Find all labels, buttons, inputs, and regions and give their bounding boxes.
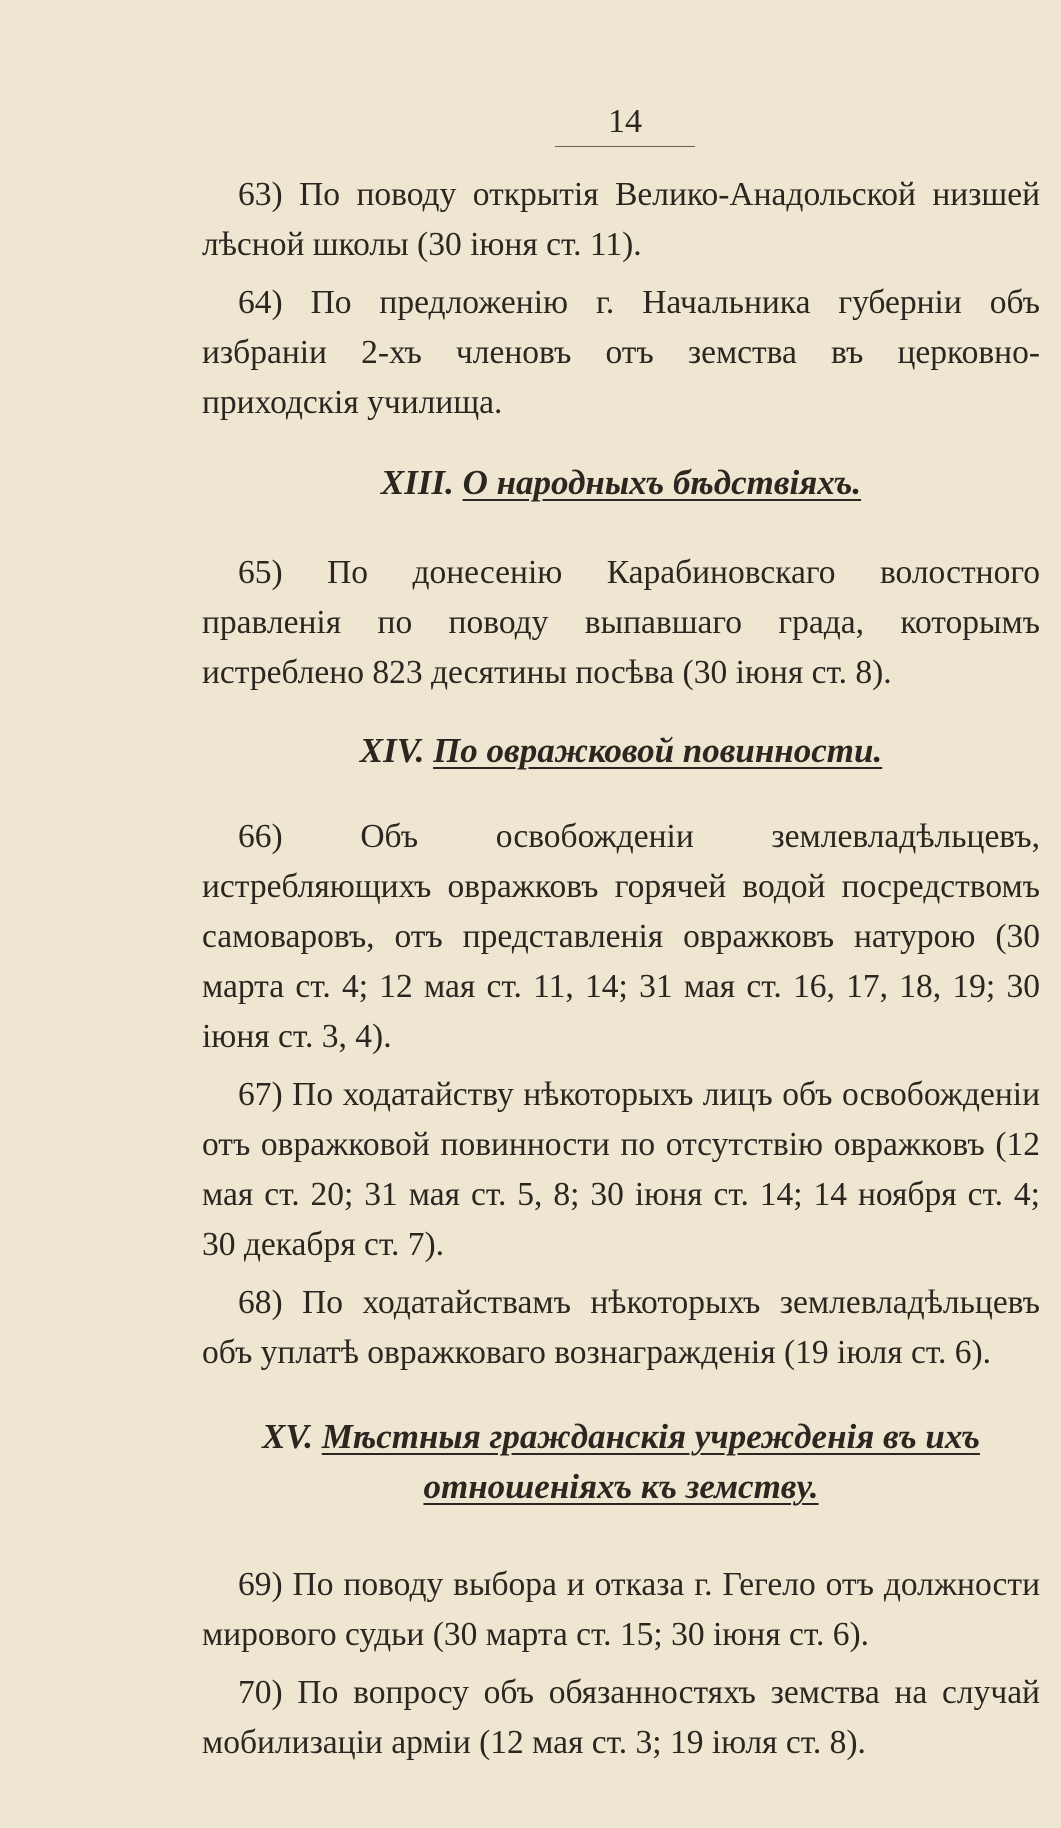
section-title: По овражковой повинности. <box>433 731 883 770</box>
item-67: 67) По ходатайству нѣкоторыхъ лицъ объ освобожденіи отъ овражковой повинности по отсутствію овражковъ (12 мая ст. 20; 31 мая ст. 5, 8; 30 іюня ст. 14; 14 ноября ст. 4; 30 декабря ст. 7). <box>202 1076 1040 1263</box>
section-heading-xiv <box>202 726 1040 776</box>
header-rule <box>555 146 695 147</box>
page-number: 14 <box>608 103 642 140</box>
item-69: 69) По поводу выбора и отказа г. Гегело отъ должности мирового судьи (30 марта ст. 15; 30 іюня ст. 6). <box>202 1566 1040 1653</box>
section-heading-xiii <box>202 458 1040 508</box>
item-68: 68) По ходатайствамъ нѣкоторыхъ землевладѣльцевъ объ уплатѣ овражковаго вознагражденія (19 іюля ст. 6). <box>202 1284 1040 1371</box>
section-number: XIV. <box>359 731 425 770</box>
section-number: XIII. <box>380 463 454 502</box>
item-65: 65) По донесенію Карабиновскаго волостного правленія по поводу выпавшаго града, которымъ истреблено 823 десятины посѣва (30 іюня ст. 8). <box>202 554 1040 691</box>
item-64: 64) По предложенію г. Начальника губерніи объ избраніи 2-хъ членовъ отъ земства въ церковно-приходскія училища. <box>202 284 1040 421</box>
page-content <box>202 170 1040 1776</box>
section-title: Мѣстныя гражданскія учрежденія въ ихъ отношеніяхъ къ земству. <box>321 1417 980 1506</box>
section-title: О народныхъ бѣдствіяхъ. <box>462 463 862 502</box>
item-66: 66) Объ освобожденіи землевладѣльцевъ, истребляющихъ овражковъ горячей водой посредствомъ самоваровъ, отъ представленія овражковъ натурою (30 марта ст. 4; 12 мая ст. 11, 14; 31 мая ст. 16, 17, 18, 19; 30 іюня ст. 3, 4). <box>202 818 1040 1055</box>
item-63: 63) По поводу открытія Велико-Анадольской низшей лѣсной школы (30 іюня ст. 11). <box>202 176 1040 263</box>
item-70: 70) По вопросу объ обязанностяхъ земства на случай мобилизаціи арміи (12 мая ст. 3; 19 іюля ст. 8). <box>202 1674 1040 1761</box>
section-number: XV. <box>262 1417 313 1456</box>
section-heading-xv <box>202 1412 1040 1512</box>
